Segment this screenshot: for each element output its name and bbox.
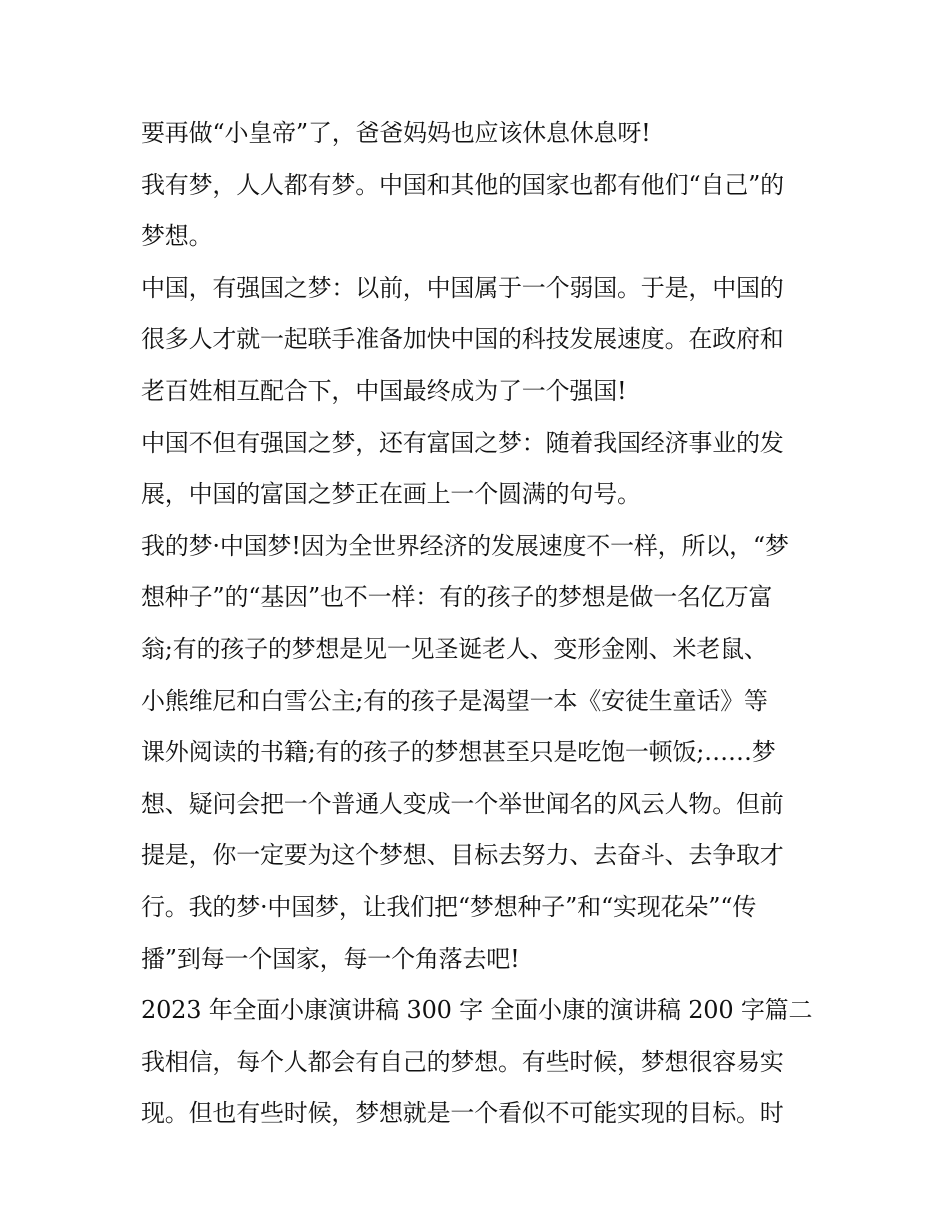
text-line: 我的梦·中国梦!因为全世界经济的发展速度不一样，所以，“梦: [141, 531, 789, 560]
text-line: 现。但也有些时候，梦想就是一个看似不可能实现的目标。时: [141, 1099, 784, 1128]
text-line: 小熊维尼和白雪公主;有的孩子是渴望一本《安徒生童话》等: [141, 686, 768, 715]
text-line: 梦想。: [141, 222, 213, 251]
text-line: 想种子”的“基因”也不一样：有的孩子的梦想是做一名亿万富: [141, 583, 773, 612]
text-line: 要再做“小皇帝”了，爸爸妈妈也应该休息休息呀!: [141, 119, 651, 147]
text-line: 提是，你一定要为这个梦想、目标去努力、去奋斗、去争取才: [141, 841, 784, 870]
text-line: 很多人才就一起联手准备加快中国的科技发展速度。在政府和: [141, 325, 784, 354]
text-line: 翁;有的孩子的梦想是见一见圣诞老人、变形金刚、米老鼠、: [141, 634, 768, 663]
section-heading: 2023 年全面小康演讲稿 300 字 全面小康的演讲稿 200 字篇二: [141, 996, 813, 1025]
text-line: 课外阅读的书籍;有的孩子的梦想甚至只是吃饱一顿饭;……梦: [141, 738, 776, 767]
text-line: 播”到每一个国家，每一个角落去吧!: [141, 944, 520, 973]
text-line: 展，中国的富国之梦正在画上一个圆满的句号。: [141, 480, 641, 509]
text-line: 想、疑问会把一个普通人变成一个举世闻名的风云人物。但前: [141, 789, 784, 818]
text-line: 中国，有强国之梦：以前，中国属于一个弱国。于是，中国的: [141, 273, 784, 302]
text-line: 我有梦，人人都有梦。中国和其他的国家也都有他们“自己”的: [141, 170, 784, 199]
document-body: [141, 108, 813, 1140]
text-line: 我相信，每个人都会有自己的梦想。有些时候，梦想很容易实: [141, 1047, 784, 1076]
text-line: 老百姓相互配合下，中国最终成为了一个强国!: [141, 376, 627, 405]
text-line: 行。我的梦·中国梦，让我们把“梦想种子”和“实现花朵”“传: [141, 892, 757, 921]
text-line: 中国不但有强国之梦，还有富国之梦：随着我国经济事业的发: [141, 428, 784, 457]
